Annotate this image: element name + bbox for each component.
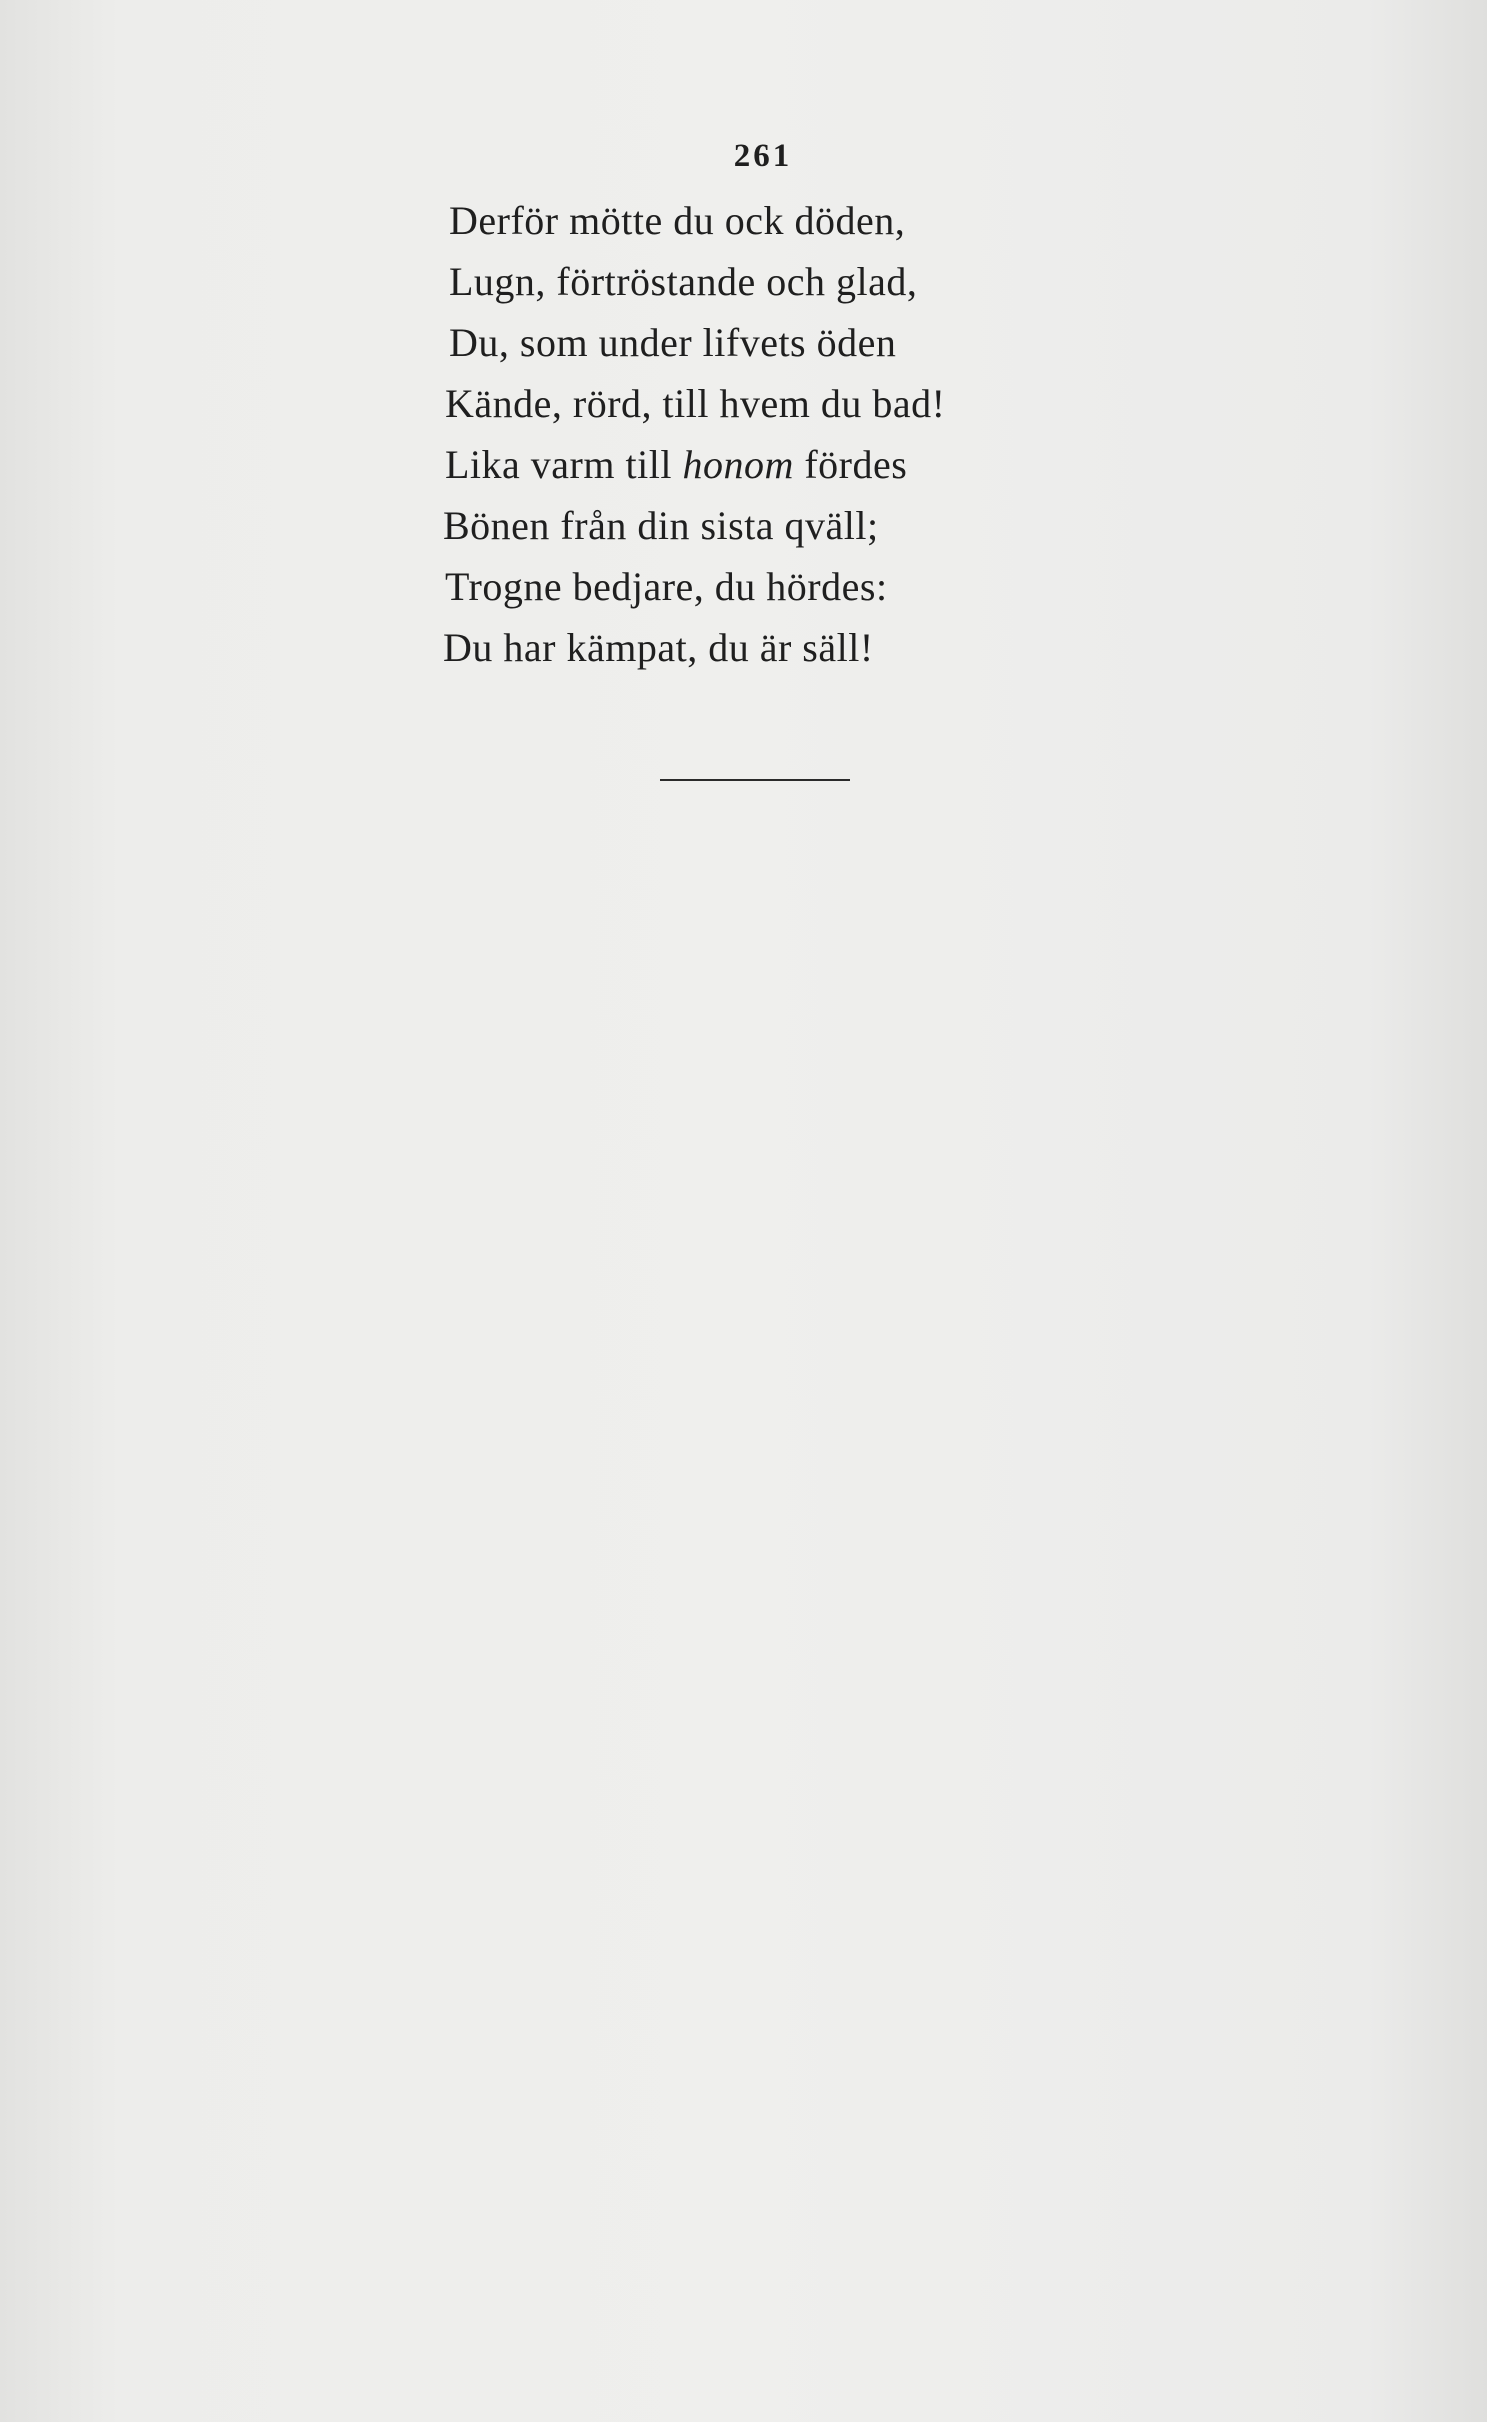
emphasized-word: honom [682, 442, 794, 487]
poem-line: Derför mötte du ock döden, [449, 198, 906, 243]
section-divider [660, 779, 850, 781]
poem-line: Lugn, förtröstande och glad, [449, 259, 918, 304]
poem-line-text: fördes [793, 442, 908, 487]
poem-line: Bönen från din sista qväll; [443, 503, 879, 548]
poem-stanza [443, 190, 1083, 678]
poem-line-text: Lika varm till [445, 442, 683, 487]
poem-line: Trogne bedjare, du hördes: [445, 564, 888, 609]
page-number: 261 [733, 138, 793, 174]
poem-line: Du har kämpat, du är säll! [443, 625, 874, 670]
poem-line [443, 434, 1083, 495]
poem-line: Du, som under lifvets öden [449, 320, 897, 365]
poem-line: Kände, rörd, till hvem du bad! [445, 381, 946, 426]
